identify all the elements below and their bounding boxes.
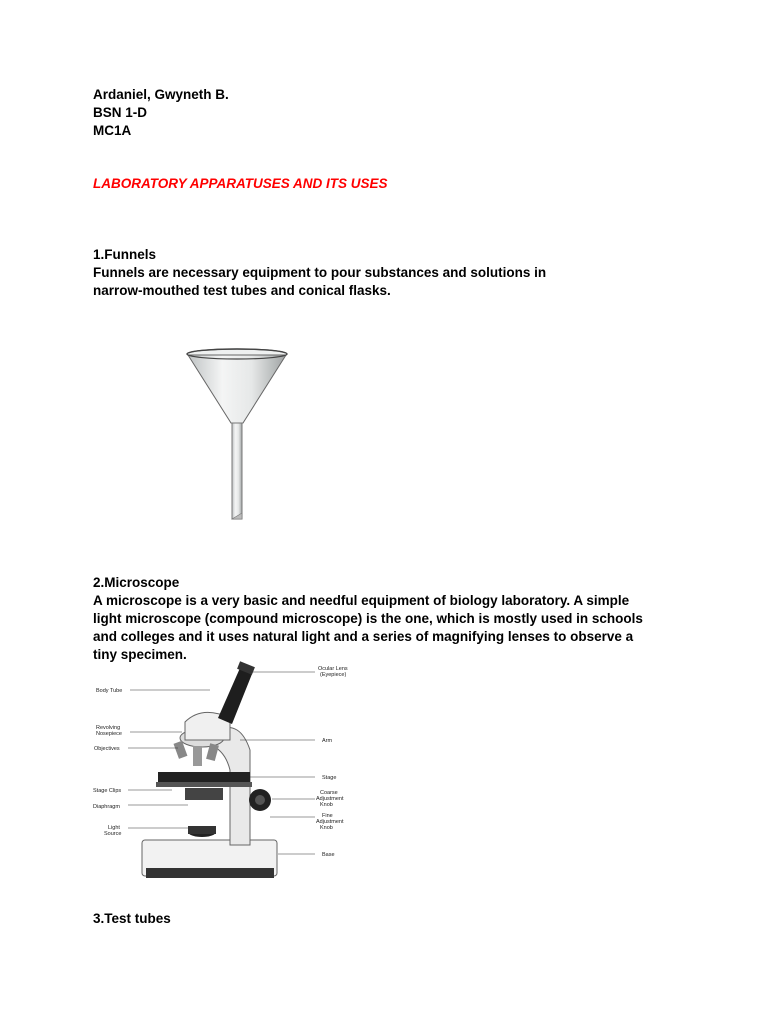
label-nosepiece: Nosepiece xyxy=(96,731,122,737)
author-name: Ardaniel, Gwyneth B. xyxy=(93,87,229,102)
item-heading-test-tubes: 3.Test tubes xyxy=(93,911,171,926)
label-fine-adjustment: Adjustment xyxy=(316,819,344,825)
label-stage: Stage xyxy=(322,775,337,781)
microscope-diagram xyxy=(90,660,365,890)
label-body-tube: Body Tube xyxy=(96,688,123,694)
label-ocular-lens: Ocular Lens xyxy=(318,666,348,672)
item-body-line: tiny specimen. xyxy=(93,647,187,662)
label-fine-knob: Knob xyxy=(320,825,333,831)
item-heading-funnels: 1.Funnels xyxy=(93,247,157,262)
label-objectives: Objectives xyxy=(94,746,120,752)
label-revolving: Revolving xyxy=(96,725,121,731)
document-title: LABORATORY APPARATUSES AND ITS USES xyxy=(93,176,388,191)
item-heading-microscope: 2.Microscope xyxy=(93,575,180,590)
label-light: Light xyxy=(108,825,120,831)
label-arm: Arm xyxy=(322,738,333,744)
item-body-line: light microscope (compound microscope) is the one, which is mostly used in schools xyxy=(93,611,643,626)
author-section: BSN 1-D xyxy=(93,105,148,120)
label-stage-clips: Stage Clips xyxy=(93,788,122,794)
label-diaphragm: Diaphragm xyxy=(93,804,120,810)
label-coarse: Coarse xyxy=(320,790,338,796)
label-coarse-adjustment: Adjustment xyxy=(316,796,344,802)
item-body-line: narrow-mouthed test tubes and conical flasks. xyxy=(93,283,391,298)
label-coarse-knob: Knob xyxy=(320,802,333,808)
item-body-line: A microscope is a very basic and needful equipment of biology laboratory. A simple xyxy=(93,593,630,608)
item-body-line: and colleges and it uses natural light and a series of magnifying lenses to observe a xyxy=(93,629,634,644)
label-base: Base xyxy=(322,852,335,858)
author-course: MC1A xyxy=(93,123,132,138)
label-eyepiece: (Eyepiece) xyxy=(320,672,347,678)
label-source: Source xyxy=(104,831,122,837)
label-fine: Fine xyxy=(322,813,333,819)
item-body-line: Funnels are necessary equipment to pour substances and solutions in xyxy=(93,265,547,280)
funnel-image xyxy=(185,345,290,525)
